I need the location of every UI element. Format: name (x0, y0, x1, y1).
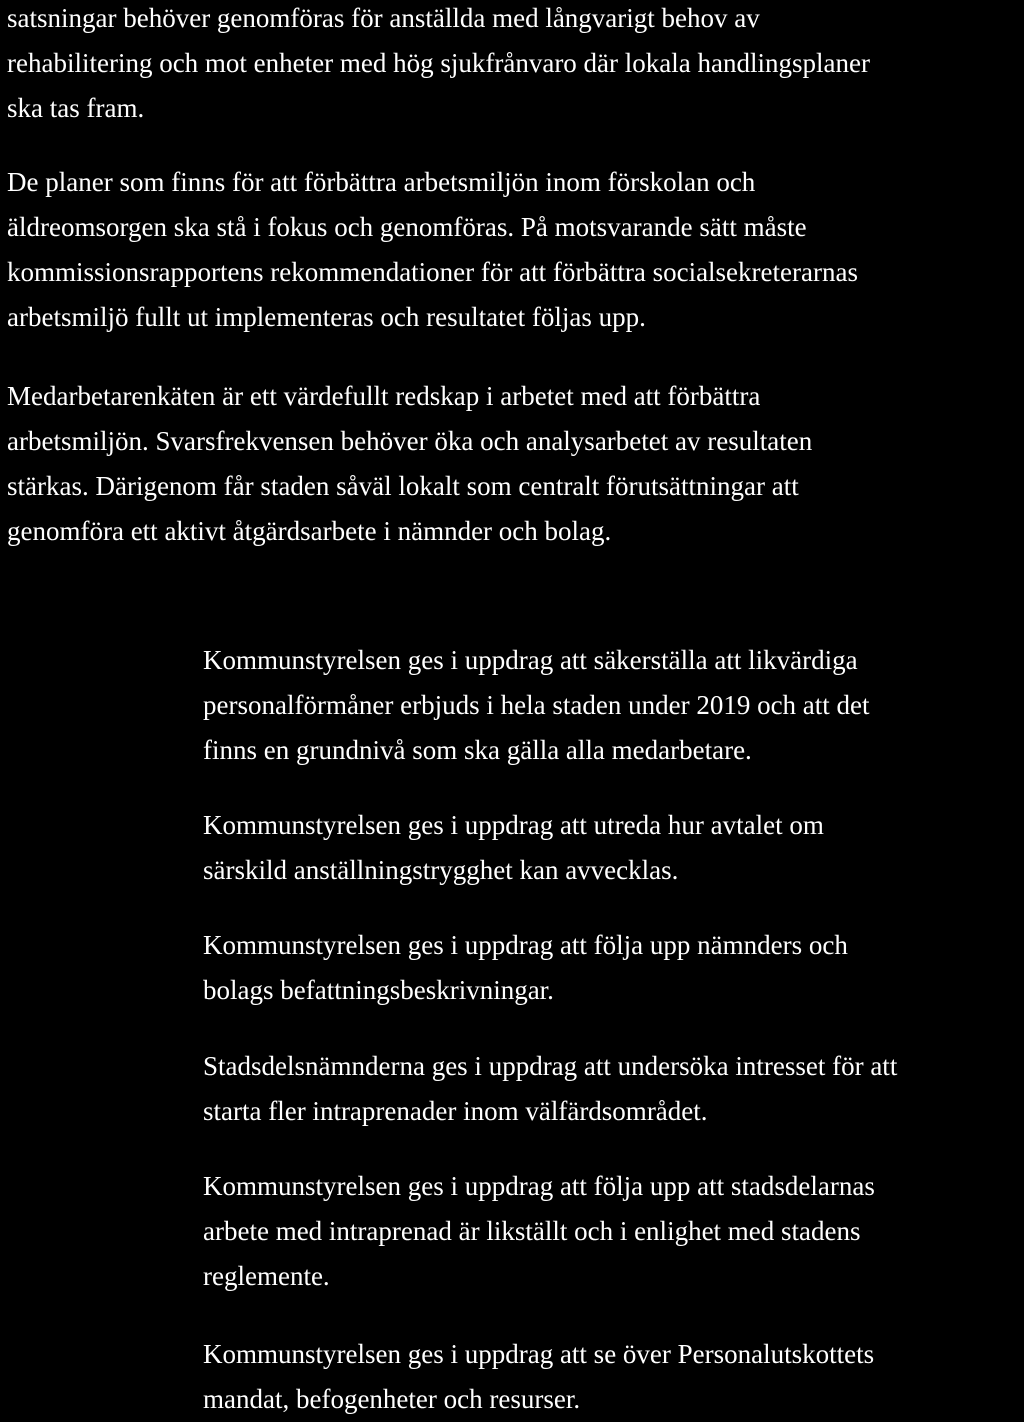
text-line: mandat, befogenheter och resurser. (203, 1384, 581, 1414)
text-line: Kommunstyrelsen ges i uppdrag att se över Personalutskottets (203, 1339, 875, 1369)
assignment-paragraph (203, 1044, 1018, 1134)
text-line: stärkas. Därigenom får staden såväl lokalt som centralt förutsättningar att (7, 471, 799, 501)
text-line: särskild anställningstrygghet kan avvecklas. (203, 855, 679, 885)
text-line: arbetsmiljö fullt ut implementeras och resultatet följas upp. (7, 302, 646, 332)
text-line: Kommunstyrelsen ges i uppdrag att följa upp att stadsdelarnas (203, 1171, 875, 1201)
text-line: satsningar behöver genomföras för anställda med långvarigt behov av (7, 3, 760, 33)
text-line: arbete med intraprenad är likställt och i enlighet med stadens (203, 1216, 861, 1246)
text-line: rehabilitering och mot enheter med hög sjukfrånvaro där lokala handlingsplaner (7, 48, 870, 78)
text-line: starta fler intraprenader inom välfärdsområdet. (203, 1096, 708, 1126)
text-line: arbetsmiljön. Svarsfrekvensen behöver öka och analysarbetet av resultaten (7, 426, 813, 456)
assignment-paragraph (203, 803, 1018, 893)
assignment-paragraph (203, 1332, 1018, 1422)
text-line: Kommunstyrelsen ges i uppdrag att följa upp nämnders och (203, 930, 848, 960)
body-paragraph (7, 160, 1017, 340)
text-line: De planer som finns för att förbättra arbetsmiljön inom förskolan och (7, 167, 756, 197)
text-line: bolags befattningsbeskrivningar. (203, 975, 554, 1005)
body-paragraph (7, 374, 1017, 554)
text-line: Kommunstyrelsen ges i uppdrag att utreda hur avtalet om (203, 810, 824, 840)
text-line: kommissionsrapportens rekommendationer för att förbättra socialsekreterarnas (7, 257, 858, 287)
text-line: Medarbetarenkäten är ett värdefullt redskap i arbetet med att förbättra (7, 381, 761, 411)
text-line: finns en grundnivå som ska gälla alla medarbetare. (203, 735, 752, 765)
assignment-paragraph (203, 638, 1018, 773)
text-line: äldreomsorgen ska stå i fokus och genomföras. På motsvarande sätt måste (7, 212, 807, 242)
text-line: genomföra ett aktivt åtgärdsarbete i nämnder och bolag. (7, 516, 612, 546)
text-line: Kommunstyrelsen ges i uppdrag att säkerställa att likvärdiga (203, 645, 858, 675)
body-paragraph (7, 0, 1017, 131)
text-line: personalförmåner erbjuds i hela staden under 2019 och att det (203, 690, 870, 720)
text-line: Stadsdelsnämnderna ges i uppdrag att undersöka intresset för att (203, 1051, 898, 1081)
text-line: reglemente. (203, 1261, 330, 1291)
assignment-paragraph (203, 1164, 1018, 1299)
text-line: ska tas fram. (7, 93, 145, 123)
assignment-paragraph (203, 923, 1018, 1013)
